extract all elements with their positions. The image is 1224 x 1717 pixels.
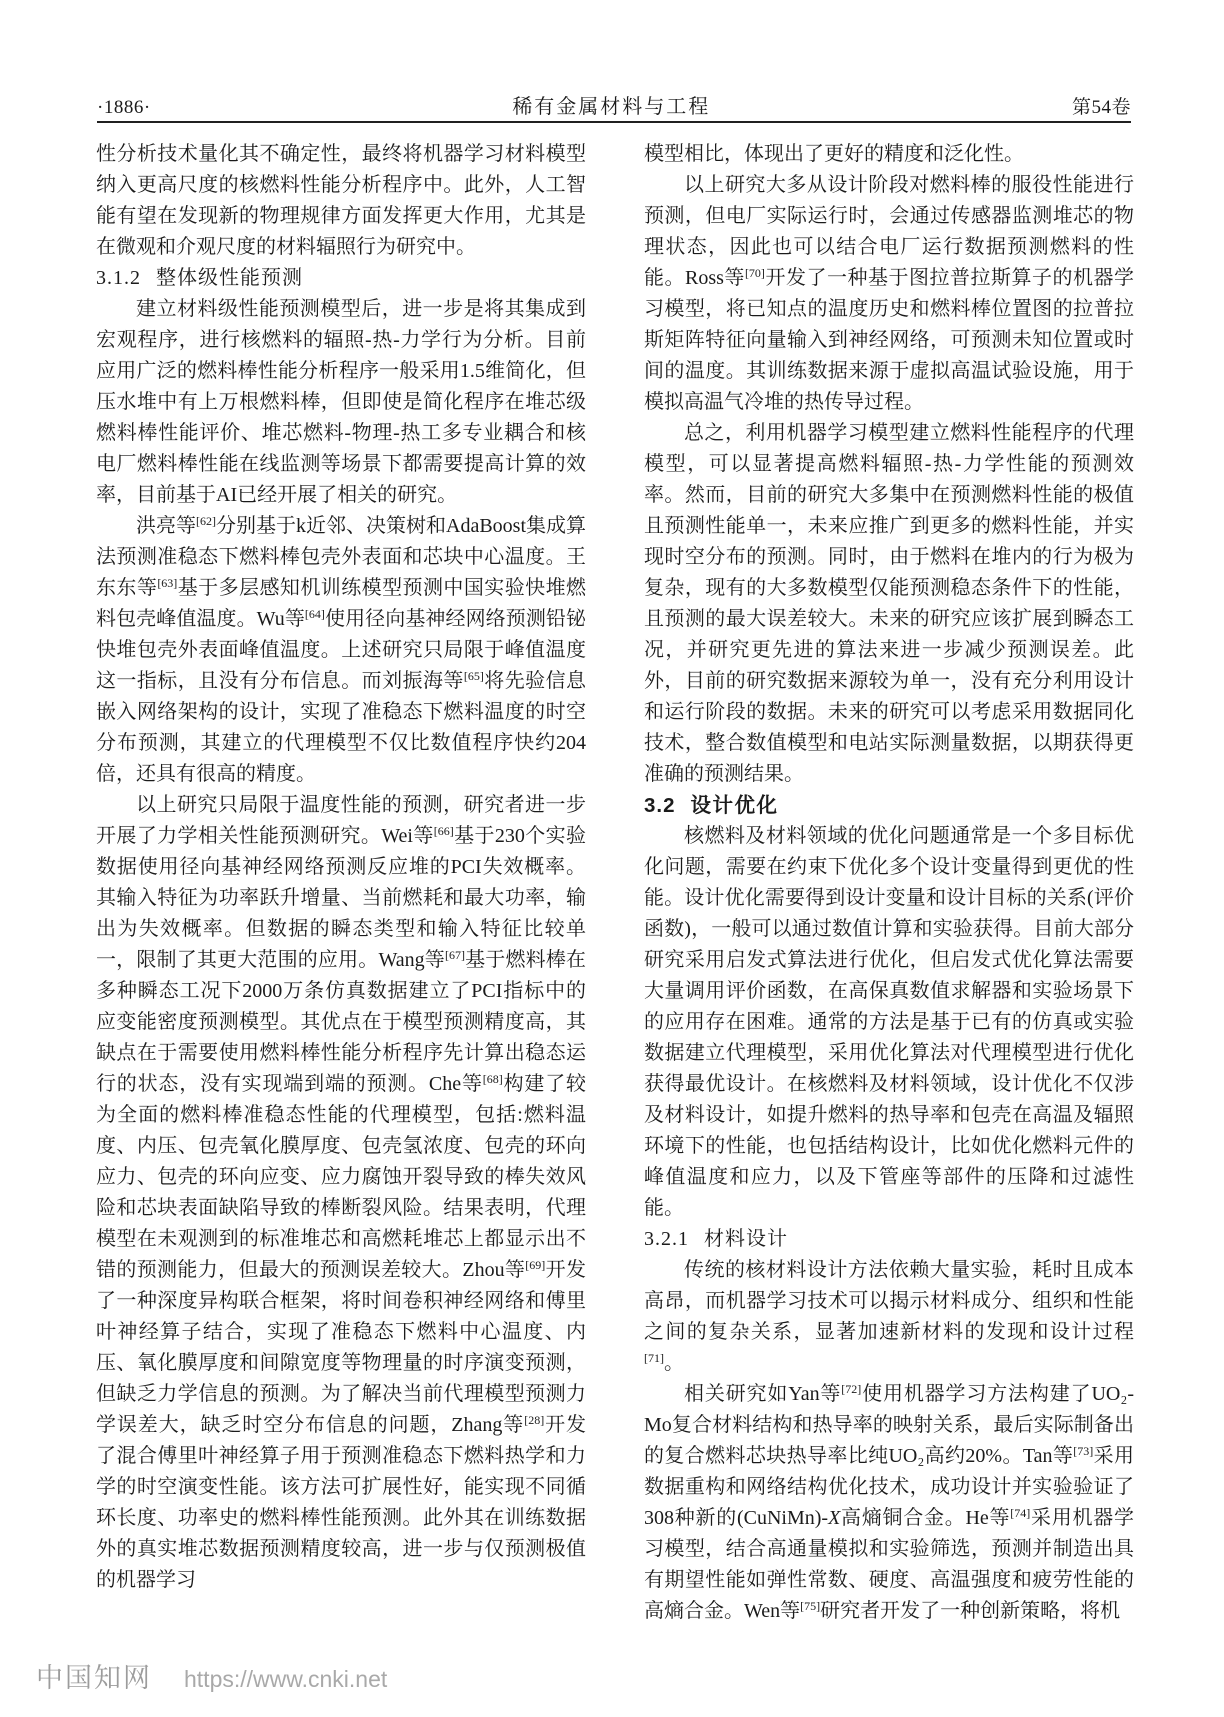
paragraph: 性分析技术量化其不确定性，最终将机器学习材料模型纳入更高尺度的核燃料性能分析程序中。此外，人工智能有望在发现新的物理规律方面发挥更大作用，尤其是在微观和介观尺度的材料辐照行为研究中。 <box>96 143 586 258</box>
running-head <box>97 90 1131 119</box>
section-heading-3.2.1: 3.2.1 材料设计 <box>644 1228 788 1250</box>
page-number: ·1886· <box>97 97 151 118</box>
article-body <box>96 139 1134 1627</box>
journal-title: 稀有金属材料与工程 <box>512 96 711 118</box>
cnki-watermark <box>36 1656 387 1695</box>
cnki-url: https://www.cnki.net <box>184 1666 388 1692</box>
paragraph: 洪亮等[62]分别基于k近邻、决策树和AdaBoost集成算法预测准稳态下燃料棒包壳外表面和芯块中心温度。王东东等[63]基于多层感知机训练模型预测中国实验快堆燃料包壳峰值温度。Wu等[64]使用径向基神经网络预测铅铋快堆包壳外表面峰值温度。上述研究只局限于峰值温度这一指标，且没有分布信息。而刘振海等[65]将先验信息嵌入网络架构的设计，实现了准稳态下燃料温度的时空分布预测，其建立的代理模型不仅比数值程序快约204倍，还具有很高的精度。 <box>96 514 587 785</box>
cnki-logo-text: 中国知网 <box>36 1663 152 1693</box>
paragraph: 以上研究只局限于温度性能的预测，研究者进一步开展了力学相关性能预测研究。Wei等[66]基于230个实验数据使用径向基神经网络预测反应堆的PCI失效概率。其输入特征为功率跃升增量、当前燃耗和最大功率，输出为失效概率。但数据的瞬态类型和输入特征比较单一，限制了其更大范围的应用。Wang等[67]基于燃料棒在多种瞬态工况下2000万条仿真数据建立了PCI指标中的应变能密度预测模型。其优点在于模型预测精度高，其缺点在于需要使用燃料棒性能分析程序先计算出稳态运行的状态，没有实现端到端的预测。Che等[68]构建了较为全面的燃料棒准稳态性能的代理模型，包括:燃料温度、内压、包壳氧化膜厚度、包壳氢浓度、包壳的环向应力、包壳的环向应变、应力腐蚀开裂导致的棒失效风险和芯块表面缺陷导致的棒断裂风险。结果表明，代理模型在未观测到的标准堆芯和高燃耗堆芯上都显示出不错的预测能力，但最大的预测误差较大。Zhou等[69]开发了一种深度异构联合框架，将时间卷积神经网络和傅里叶神经算子结合，实现了准稳态下燃料中心温度、内压、氧化膜厚度和间隙宽度等物理量的时序演变预测，但缺乏力学信息的预测。为了解决当前代理模型预测力学误差大，缺乏时空分布信息的问题，Zhang等[28]开发了混合傅里叶神经算子用于预测准稳态下燃料热学和力学的时空演变性能。该方法可扩展性好，能实现不同循环长度、功率史的燃料棒性能预测。此外其在训练数据外的真实堆芯数据预测精度较高，进一步与仅预测极值的机器学习 <box>96 794 587 1591</box>
section-heading-3.2: 3.2 设计优化 <box>644 794 779 817</box>
paragraph: 核燃料及材料领域的优化问题通常是一个多目标优化问题，需要在约束下优化多个设计变量得到更优的性能。设计优化需要得到设计变量和设计目标的关系(评价函数)，一般可以通过数值计算和实验获得。目前大部分研究采用启发式算法进行优化，但启发式优化算法需要大量调用评价函数，在高保真数值求解器和实验场景下的应用存在困难。通常的方法是基于已有的仿真或实验数据建立代理模型，采用优化算法对代理模型进行优化获得最优设计。在核燃料及材料领域，设计优化不仅涉及材料设计，如提升燃料的热导率和包壳在高温及辐照环境下的性能，也包括结构设计，比如优化燃料元件的峰值温度和应力，以及下管座等部件的压降和过滤性能。 <box>644 825 1134 1219</box>
paragraph: 以上研究大多从设计阶段对燃料棒的服役性能进行预测，但电厂实际运行时，会通过传感器监测堆芯的物理状态，因此也可以结合电厂运行数据预测燃料的性能。Ross等[70]开发了一种基于图拉普拉斯算子的机器学习模型，将已知点的温度历史和燃料棒位置图的拉普拉斯矩阵特征向量输入到神经网络，可预测未知位置或时间的温度。其训练数据来源于虚拟高温试验设施，用于模拟高温气冷堆的热传导过程。 <box>644 174 1135 413</box>
paragraph: 总之，利用机器学习模型建立燃料性能程序的代理模型，可以显著提高燃料辐照-热-力学性能的预测效率。然而，目前的研究大多集中在预测燃料性能的极值且预测性能单一，未来应推广到更多的燃料性能，并实现时空分布的预测。同时，由于燃料在堆内的行为极为复杂，现有的大多数模型仅能预测稳态条件下的性能，且预测的最大误差较大。未来的研究应该扩展到瞬态工况，并研究更先进的算法来进一步减少预测误差。此外，目前的研究数据来源较为单一，没有充分利用设计和运行阶段的数据。未来的研究可以考虑采用数据同化技术，整合数值模型和电站实际测量数据，以期获得更准确的预测结果。 <box>644 422 1134 785</box>
paragraph: 相关研究如Yan等[72]使用机器学习方法构建了UO₂-Mo复合材料结构和热导率的映射关系，最后实际制备出的复合燃料芯块热导率比纯UO₂高约20%。Tan等[73]采用数据重构和网络结构优化技术，成功设计并实验验证了308种新的(CuNiMn)-X高熵铜合金。He等[74]采用机器学习模型，结合高通量模拟和实验筛选，预测并制造出具有期望性能如弹性常数、硬度、高温强度和疲劳性能的高熵合金。Wen等[75]研究者开发了一种创新策略，将机 <box>644 1382 1135 1622</box>
right-column <box>644 139 1134 1627</box>
paragraph: 传统的核材料设计方法依赖大量实验，耗时且成本高昂，而机器学习技术可以揭示材料成分、组织和性能之间的复杂关系，显著加速新材料的发现和设计过程[71]。 <box>644 1259 1134 1374</box>
section-heading-3.1.2: 3.1.2 整体级性能预测 <box>96 267 303 289</box>
header-rule <box>97 121 1131 123</box>
left-column <box>96 139 586 1627</box>
paragraph: 模型相比，体现出了更好的精度和泛化性。 <box>644 143 1024 165</box>
volume-label: 第54卷 <box>1071 97 1131 118</box>
paragraph: 建立材料级性能预测模型后，进一步是将其集成到宏观程序，进行核燃料的辐照-热-力学行为分析。目前应用广泛的燃料棒性能分析程序一般采用1.5维简化，但压水堆中有上万根燃料棒，但即使是简化程序在堆芯级燃料棒性能评价、堆芯燃料-物理-热工多专业耦合和核电厂燃料棒性能在线监测等场景下都需要提高计算的效率，目前基于AI已经开展了相关的研究。 <box>96 298 586 506</box>
